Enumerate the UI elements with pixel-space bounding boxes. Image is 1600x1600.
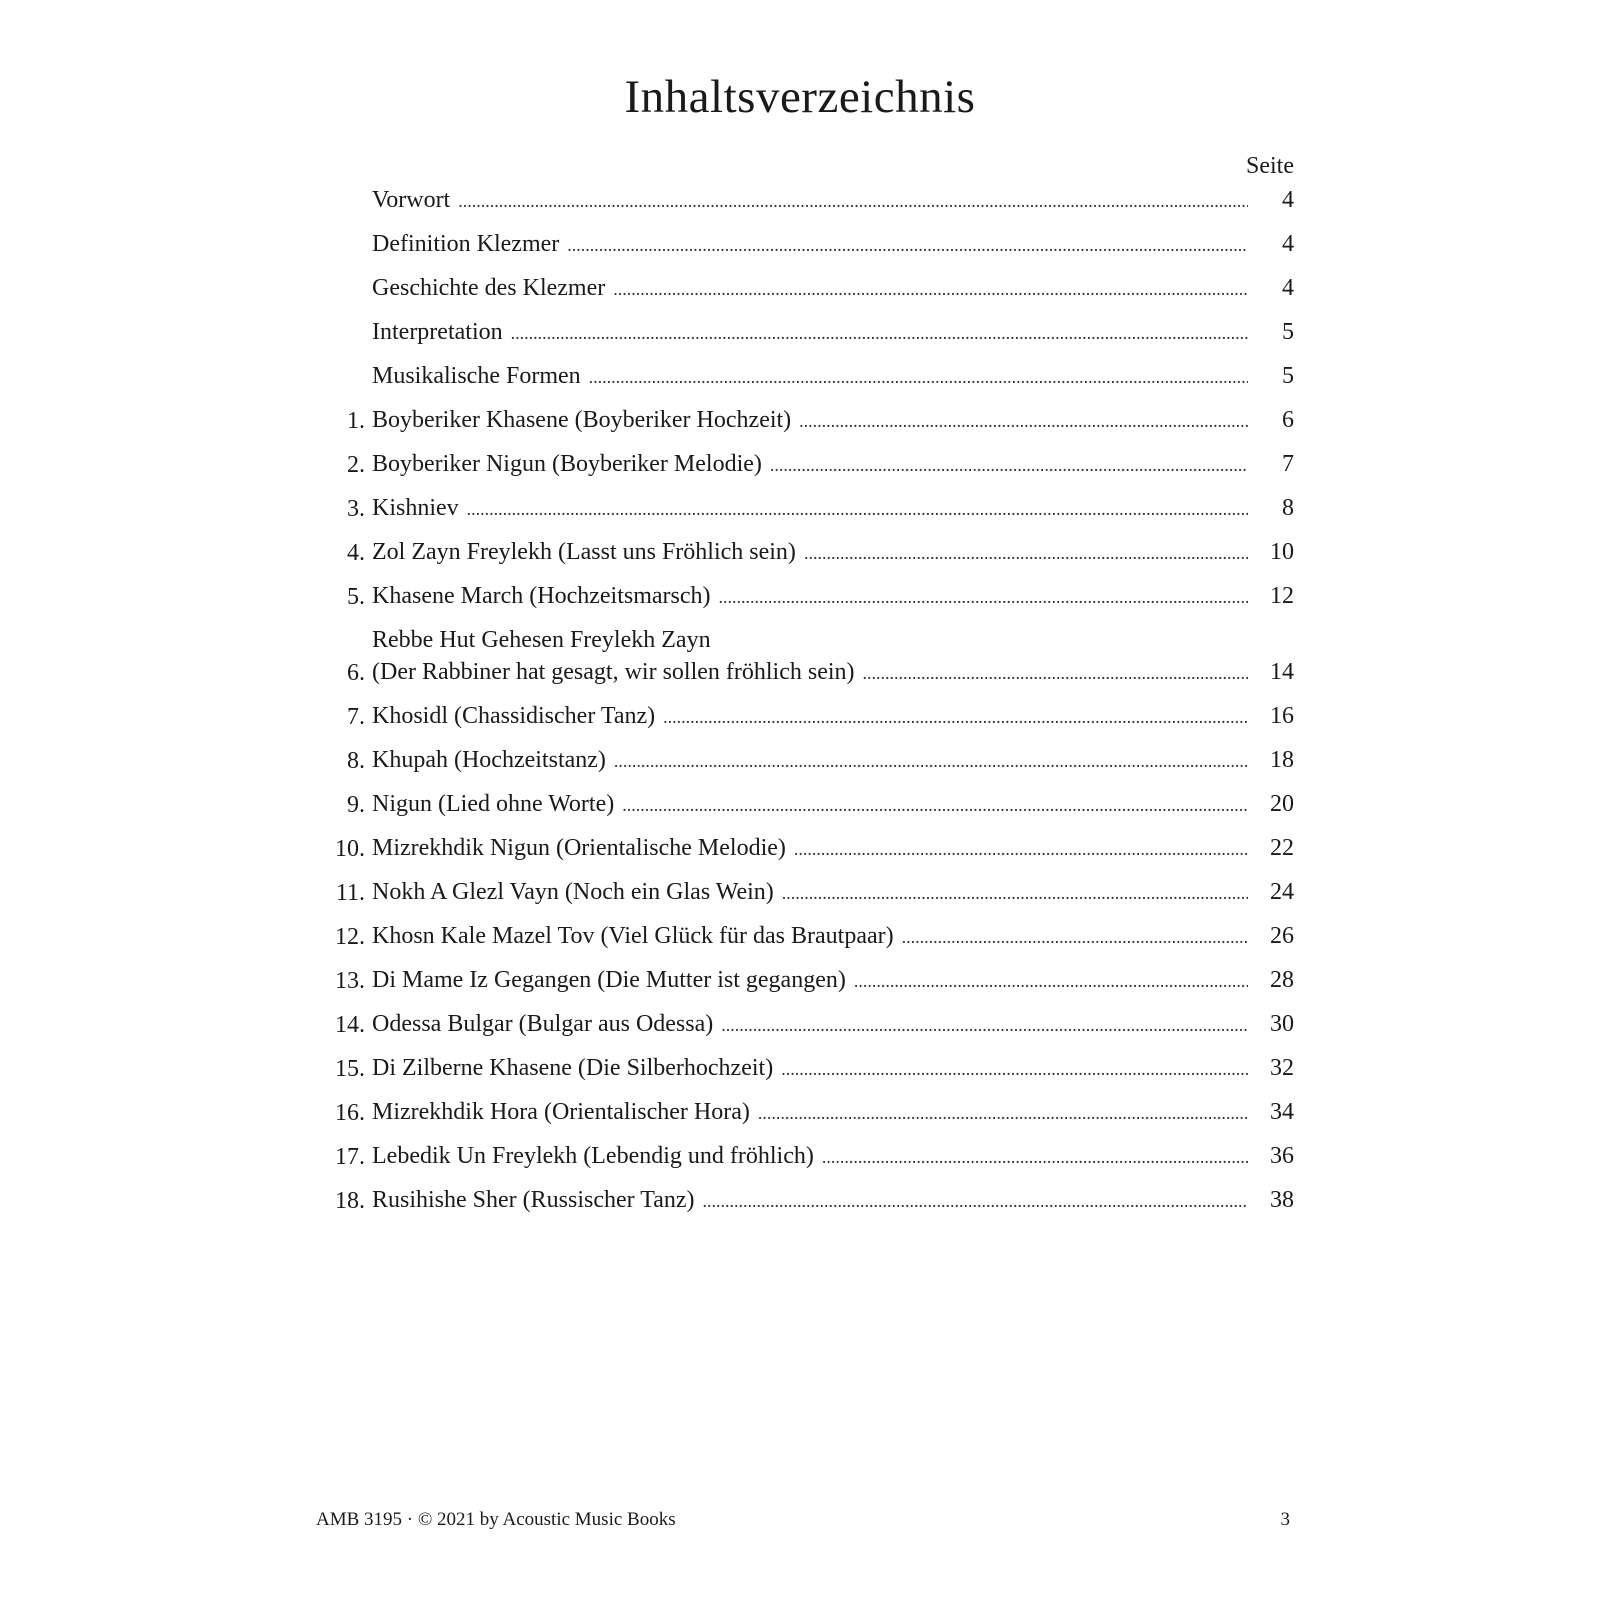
toc-entry <box>300 744 1294 777</box>
toc-entry <box>300 1096 1294 1129</box>
toc-entry <box>300 1184 1294 1217</box>
dot-leader <box>721 1009 1248 1041</box>
toc-entry-number: 15. <box>335 1056 365 1082</box>
toc-entry-title: Khupah (Hochzeitstanz) <box>372 747 606 773</box>
toc-entry-number: 11. <box>335 880 365 906</box>
toc-entry-number: 14. <box>335 1012 365 1038</box>
toc-entry-page: 34 <box>1270 1099 1294 1125</box>
dot-leader <box>758 1097 1248 1129</box>
toc-entry-body <box>372 876 1294 909</box>
toc-entry-number: 13. <box>335 968 365 994</box>
toc-entry-page: 5 <box>1282 319 1294 345</box>
toc-entry-page: 36 <box>1270 1143 1294 1169</box>
toc-entry <box>300 964 1294 997</box>
toc-entry-first-line <box>372 624 1294 656</box>
toc-entry-title: Odessa Bulgar (Bulgar aus Odessa) <box>372 1011 714 1037</box>
toc-entry-line <box>372 228 1294 261</box>
toc-entry <box>300 272 1294 305</box>
toc-entry-page: 24 <box>1270 879 1294 905</box>
toc-entry-title: Khosidl (Chassidischer Tanz) <box>372 703 656 729</box>
toc-entry-page: 38 <box>1270 1187 1294 1213</box>
toc-entry-number: 9. <box>347 792 365 818</box>
toc-entry-line <box>372 1008 1294 1041</box>
dot-leader <box>902 921 1248 953</box>
toc-entry-line <box>372 1096 1294 1129</box>
dot-leader <box>863 657 1248 689</box>
toc-entry-page: 20 <box>1270 791 1294 817</box>
toc-entry-number: 7. <box>347 704 365 730</box>
toc-entry-title: Interpretation <box>372 319 503 345</box>
footer-page-number: 3 <box>1280 1509 1290 1530</box>
dot-leader <box>458 185 1248 217</box>
toc-entry-page: 4 <box>1282 275 1294 301</box>
toc-entry <box>300 832 1294 865</box>
toc-entry <box>300 404 1294 437</box>
toc-entry-title: Vorwort <box>372 187 451 213</box>
toc-entry-page: 16 <box>1270 703 1294 729</box>
dot-leader <box>511 317 1248 349</box>
toc-entry-number: 3. <box>347 496 365 522</box>
toc-entry-line <box>372 316 1294 349</box>
toc-entry-title: Definition Klezmer <box>372 231 560 257</box>
toc-entry-number: 10. <box>335 836 365 862</box>
toc-entry-body <box>372 272 1294 305</box>
toc-entry-page: 4 <box>1282 231 1294 257</box>
toc-entry-body <box>372 580 1294 613</box>
toc-entry <box>300 580 1294 613</box>
dot-leader <box>663 701 1248 733</box>
toc-entry-body <box>372 1184 1294 1217</box>
toc-entry-line <box>372 1184 1294 1217</box>
toc-entry-page: 10 <box>1270 539 1294 565</box>
dot-leader <box>589 361 1248 393</box>
toc-entry-title: Lebedik Un Freylekh (Lebendig und fröhlich) <box>372 1143 814 1169</box>
dot-leader <box>781 1053 1248 1085</box>
toc-entry <box>300 492 1294 525</box>
dot-leader <box>782 877 1248 909</box>
toc-entry-line <box>372 580 1294 613</box>
toc-entry-line <box>372 964 1294 997</box>
toc-entry-number: 2. <box>347 452 365 478</box>
page-column-header: Seite <box>1246 153 1294 179</box>
toc-entry-title: Di Zilberne Khasene (Die Silberhochzeit) <box>372 1055 774 1081</box>
toc-entry-page: 22 <box>1270 835 1294 861</box>
dot-leader <box>614 745 1248 777</box>
toc-entry <box>300 316 1294 349</box>
dot-leader <box>854 965 1248 997</box>
dot-leader <box>467 493 1248 525</box>
toc-entry-page: 12 <box>1270 583 1294 609</box>
toc-entry-page: 4 <box>1282 187 1294 213</box>
toc-entry-number: 16. <box>335 1100 365 1126</box>
toc-entry-title: Khasene March (Hochzeitsmarsch) <box>372 583 711 609</box>
toc-entry-line <box>372 448 1294 481</box>
dot-leader <box>799 405 1248 437</box>
toc-entry-line <box>372 536 1294 569</box>
toc-entry-page: 30 <box>1270 1011 1294 1037</box>
toc-entry-title: Musikalische Formen <box>372 363 581 389</box>
dot-leader <box>804 537 1248 569</box>
toc-entry-number: 17. <box>335 1144 365 1170</box>
toc-entry-page: 8 <box>1282 495 1294 521</box>
toc-entry-page: 26 <box>1270 923 1294 949</box>
toc-entry-body <box>372 228 1294 261</box>
toc-entry <box>300 876 1294 909</box>
toc-entry-body <box>372 536 1294 569</box>
toc-entry <box>300 228 1294 261</box>
toc-entry-line <box>372 656 1294 689</box>
toc-entry-number: 18. <box>335 1188 365 1214</box>
toc-entry-title: Boyberiker Khasene (Boyberiker Hochzeit) <box>372 407 792 433</box>
toc-entry-page: 14 <box>1270 659 1294 685</box>
toc-entry-title: Nokh A Glezl Vayn (Noch ein Glas Wein) <box>372 879 774 905</box>
toc-entry-line <box>372 920 1294 953</box>
toc-entry-body <box>372 448 1294 481</box>
toc-entry-line <box>372 700 1294 733</box>
toc-entry <box>300 536 1294 569</box>
toc-entry-page: 28 <box>1270 967 1294 993</box>
toc-entry-line <box>372 184 1294 217</box>
toc-entry-page: 7 <box>1282 451 1294 477</box>
dot-leader <box>613 273 1248 305</box>
toc-entry-body <box>372 404 1294 437</box>
toc-entry <box>300 1140 1294 1173</box>
toc-entry-title: Zol Zayn Freylekh (Lasst uns Fröhlich sein) <box>372 539 796 565</box>
toc-entry-body <box>372 1096 1294 1129</box>
toc-entry <box>300 700 1294 733</box>
toc-entry-body <box>372 492 1294 525</box>
toc-entry-number: 8. <box>347 748 365 774</box>
dot-leader <box>703 1185 1249 1217</box>
toc-entry-title: Rebbe Hut Gehesen Freylekh Zayn <box>372 627 711 653</box>
dot-leader <box>770 449 1248 481</box>
toc-entry <box>300 788 1294 821</box>
toc-entry-line <box>372 360 1294 393</box>
toc-entry <box>300 1008 1294 1041</box>
toc-entry-number: 12. <box>335 924 365 950</box>
toc-entry-line <box>372 492 1294 525</box>
toc-entry-body <box>372 964 1294 997</box>
toc-entry-page: 6 <box>1282 407 1294 433</box>
toc-entry-title: Boyberiker Nigun (Boyberiker Melodie) <box>372 451 762 477</box>
toc-entry-title: Kishniev <box>372 495 459 521</box>
toc-entry <box>300 184 1294 217</box>
toc-entry-body <box>372 184 1294 217</box>
toc-entry <box>300 920 1294 953</box>
toc-entry-page: 32 <box>1270 1055 1294 1081</box>
toc-entry-body <box>372 700 1294 733</box>
toc-entry-body <box>372 1052 1294 1085</box>
toc-entry <box>300 1052 1294 1085</box>
toc-entry-line <box>372 788 1294 821</box>
toc-entry-line <box>372 876 1294 909</box>
dot-leader <box>719 581 1248 613</box>
dot-leader <box>567 229 1248 261</box>
toc-entry-line <box>372 832 1294 865</box>
toc-entry-title: Khosn Kale Mazel Tov (Viel Glück für das Brautpaar) <box>372 923 894 949</box>
toc-entry-number: 6. <box>347 660 365 686</box>
toc-entry-title: Di Mame Iz Gegangen (Die Mutter ist gegangen) <box>372 967 846 993</box>
toc-entry-number: 1. <box>347 408 365 434</box>
toc-entry-body <box>372 1140 1294 1173</box>
toc-entry-line <box>372 1140 1294 1173</box>
toc-entry <box>300 360 1294 393</box>
dot-leader <box>794 833 1248 865</box>
toc-entry-number: 4. <box>347 540 365 566</box>
toc-entry-line <box>372 404 1294 437</box>
table-of-contents <box>300 184 1294 1228</box>
toc-entry-body <box>372 788 1294 821</box>
toc-entry-body <box>372 360 1294 393</box>
toc-entry-subtitle: (Der Rabbiner hat gesagt, wir sollen fröhlich sein) <box>372 659 855 685</box>
toc-entry <box>300 448 1294 481</box>
toc-entry-body <box>372 920 1294 953</box>
toc-entry-line <box>372 272 1294 305</box>
toc-entry <box>300 624 1294 689</box>
toc-entry-body <box>372 832 1294 865</box>
page-title: Inhaltsverzeichnis <box>624 71 976 123</box>
toc-entry-body <box>372 316 1294 349</box>
toc-entry-number: 5. <box>347 584 365 610</box>
toc-entry-page: 5 <box>1282 363 1294 389</box>
dot-leader <box>822 1141 1248 1173</box>
toc-entry-title: Rusihishe Sher (Russischer Tanz) <box>372 1187 695 1213</box>
toc-entry-title: Mizrekhdik Nigun (Orientalische Melodie) <box>372 835 786 861</box>
dot-leader <box>622 789 1248 821</box>
toc-entry-line <box>372 744 1294 777</box>
toc-entry-body <box>372 1008 1294 1041</box>
toc-entry-line <box>372 1052 1294 1085</box>
toc-entry-body <box>372 624 1294 689</box>
footer-copyright: AMB 3195 · © 2021 by Acoustic Music Books <box>316 1509 676 1530</box>
toc-entry-title: Geschichte des Klezmer <box>372 275 606 301</box>
toc-entry-title: Mizrekhdik Hora (Orientalischer Hora) <box>372 1099 750 1125</box>
toc-entry-title: Nigun (Lied ohne Worte) <box>372 791 615 817</box>
toc-entry-page: 18 <box>1270 747 1294 773</box>
toc-entry-body <box>372 744 1294 777</box>
